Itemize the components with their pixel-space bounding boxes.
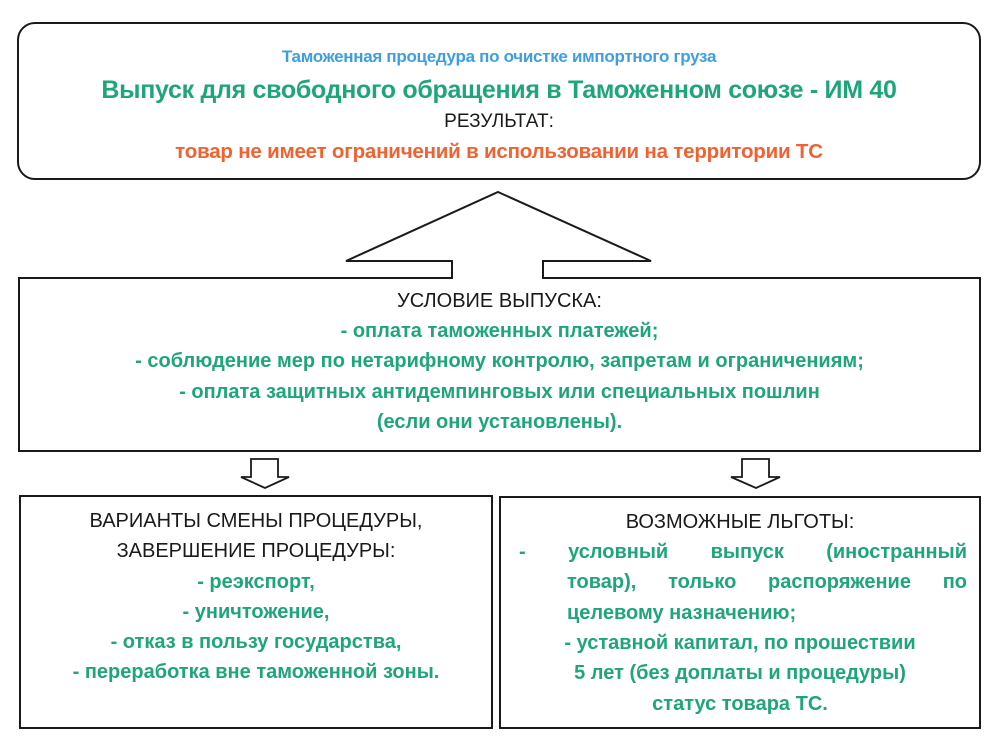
procedure-change-heading-line: ЗАВЕРШЕНИЕ ПРОЦЕДУРЫ: — [116, 540, 396, 562]
procedure-result-box — [17, 22, 981, 180]
benefit-item-1-line-3: целевому назначению; — [567, 602, 797, 624]
benefit-item-2-line: - уставной капитал, по прошествии — [564, 632, 916, 654]
condition-item: - оплата защитных антидемпинговых или специальных пошлин — [179, 381, 820, 403]
result-text: товар не имеет ограничений в использовании на территории ТС — [175, 140, 823, 163]
down-block-arrow-right-icon — [731, 459, 780, 488]
condition-item: - соблюдение мер по нетарифному контролю, запретам и ограничениям; — [135, 350, 864, 372]
procedure-change-item: - уничтожение, — [182, 601, 330, 623]
procedure-change-item: - переработка вне таможенной зоны. — [72, 661, 440, 683]
benefit-word: (иностранный — [826, 541, 967, 563]
condition-item: (если они установлены). — [376, 411, 623, 433]
benefits-box — [499, 496, 981, 729]
benefit-word: условный — [568, 541, 669, 563]
benefit-word: выпуск — [710, 541, 784, 563]
benefit-word: - — [519, 541, 526, 563]
down-block-arrow-left-icon — [241, 459, 289, 488]
condition-item: - оплата таможенных платежей; — [340, 320, 659, 342]
procedure-subtitle: Таможенная процедура по очистке импортного груза — [281, 47, 717, 66]
procedure-change-heading-line: ВАРИАНТЫ СМЕНЫ ПРОЦЕДУРЫ, — [89, 510, 423, 532]
procedure-change-box — [19, 495, 493, 729]
benefit-word: по — [942, 571, 967, 593]
release-conditions-heading: УСЛОВИЕ ВЫПУСКА: — [397, 290, 602, 312]
benefits-heading: ВОЗМОЖНЫЕ ЛЬГОТЫ: — [625, 511, 855, 533]
benefit-item-2-line: 5 лет (без доплаты и процедуры) — [574, 662, 906, 684]
up-block-arrow-icon — [346, 192, 651, 278]
benefit-word: товар), — [567, 571, 637, 593]
benefit-item-1-line-2 — [567, 571, 967, 594]
benefit-word: только — [668, 571, 737, 593]
benefit-word: распоряжение — [768, 571, 911, 593]
result-label: РЕЗУЛЬТАТ: — [444, 111, 554, 132]
procedure-change-item: - реэкспорт, — [197, 571, 315, 593]
procedure-change-item: - отказ в пользу государства, — [110, 631, 402, 653]
benefit-item-1-line-1 — [519, 541, 967, 564]
benefit-item-2-line: статус товара ТС. — [652, 693, 828, 715]
release-conditions-box — [18, 277, 981, 452]
procedure-title: Выпуск для свободного обращения в Таможенном союзе - ИМ 40 — [101, 76, 897, 104]
